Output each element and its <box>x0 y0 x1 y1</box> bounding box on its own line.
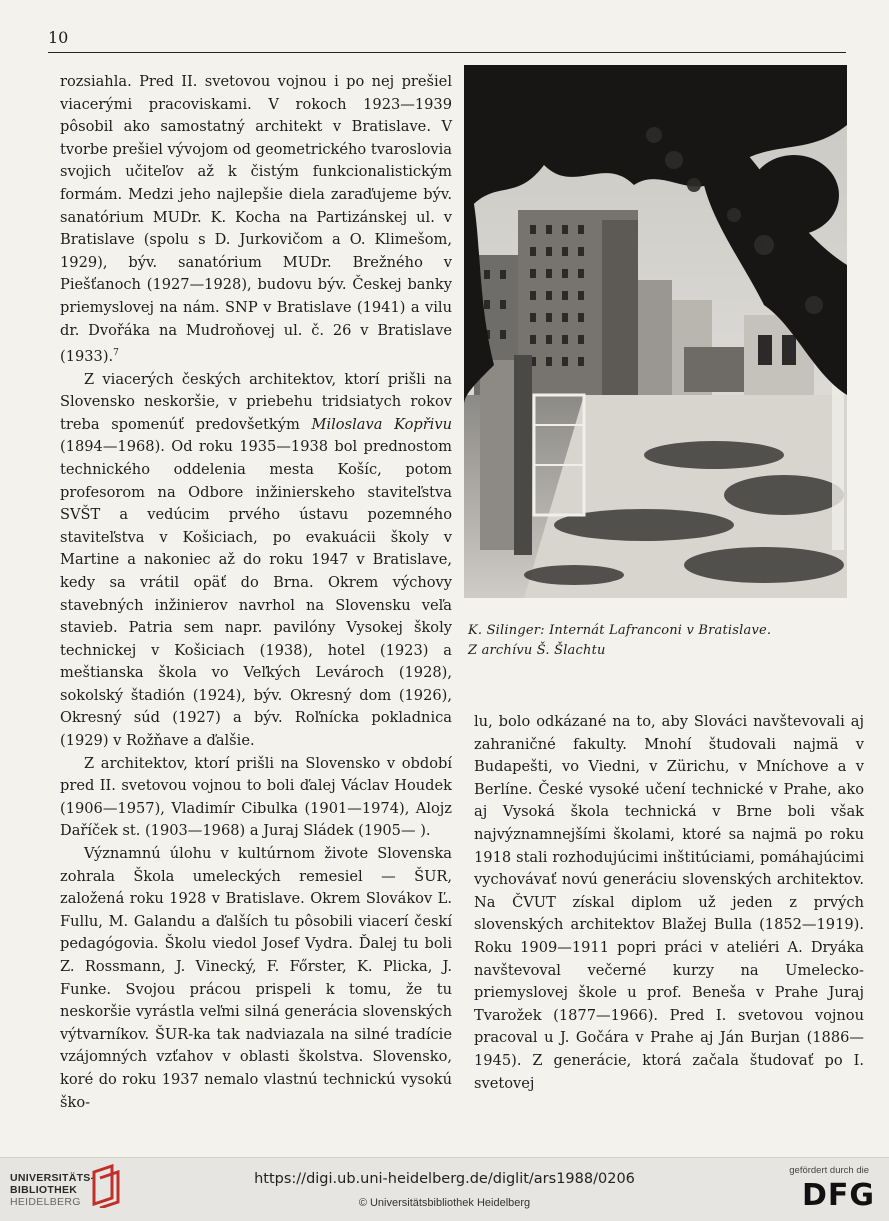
caption-title: K. Silinger: Internát Lafranconi v Bratislave. <box>468 623 772 638</box>
paragraph: lu, bolo odkázané na to, aby Slováci navštevovali aj zahraničné fakulty. Mnohí študovali najmä v Budapešti, vo Viedni, v Zürichu, v Mníchove a v Berlíne. České vysoké učení technické v Prahe, ako aj Vysoká škola technická v Brne boli však najvýznamnejšími školami, ktoré sa najmä po roku 1918 stali rozhodujúcimi inštitúciami, pomáhajúcimi vychovávať novú generáciu slovenských architektov. Na ČVUT získal diplom už jeden z prvých slovenských architektov Blažej Bulla (1852—1919). Roku 1909—1911 popri práci v ateliéri A. Dryáka navštevoval večerné kurzy na Umelecko-priemyslovej škole u prof. Beneša v Prahe Juraj Tvarožek (1877—1966). Pred I. svetovou vojnou pracoval u J. Gočára v Prahe aj Ján Burjan (1886—1945). Z generácie, ktorá začala študovať po I. svetovej <box>474 713 864 1092</box>
paragraph: Z viacerých českých architektov, ktorí prišli na Slovensko neskoršie, v priebehu tridsiatych rokov treba spomenúť predovšetkým Miloslava Kopřivu (1894—1968). Od roku 1935—1938 bol prednostom technického oddelenia mesta Košíc, potom profesorom na Odbore inžinierskeho staviteľstva SVŠT a vedúcim prvého ústavu pozemného staviteľstva v Košiciach, po evakuácii školy v Martine a nakoniec až do roku 1947 v Bratislave, kedy sa vrátil opäť do Brna. Okrem výchovy stavebných inžinierov navrhol na Slovensku veľa stavieb. Patria sem napr. pavilóny Vysokej školy technickej v Košiciach (1938), hotel (1923) a meštianska škola vo Veľkých Levároch (1928), sokolský štadión (1924), býv. Okresný dom (1926), Okresný súd (1927) a býv. Roľnícka pokladnica (1929) v Rožňave a ďalšie. <box>60 370 452 750</box>
copyright-notice: © Universitätsbibliothek Heidelberg <box>358 1197 531 1209</box>
architect-name: Miloslava Kopřivu <box>311 415 452 433</box>
building-photo <box>464 65 847 598</box>
left-column <box>60 71 452 1114</box>
dfg-logo[interactable]: DFG <box>801 1178 875 1213</box>
footnote-ref: 7 <box>113 348 119 359</box>
caption-source: Z archívu Š. Šlachtu <box>468 643 606 658</box>
permalink-url[interactable]: https://digi.ub.uni-heidelberg.de/diglit/ars1988/0206 <box>254 1171 635 1187</box>
paragraph: Z architektov, ktorí prišli na Slovensko v období pred II. svetovou vojnou to boli ďalej Václav Houdek (1906—1957), Vladimír Cibulka (1901—1974), Alojz Daříček st. (1903—1968) a Juraj Sládek (1905— ). <box>60 754 452 840</box>
photo-caption <box>468 621 848 661</box>
right-column <box>474 711 864 1095</box>
header-rule <box>48 52 846 53</box>
page-number: 10 <box>48 28 69 47</box>
paragraph: Významnú úlohu v kultúrnom živote Slovenska zohrala Škola umeleckých remesiel — ŠUR, založená roku 1928 v Bratislave. Okrem Slovákov Ľ. Fullu, M. Galandu a ďalších tu pôsobili viacerí českí pedagógovia. Školu viedol Josef Vydra. Ďalej tu boli Z. Rossmann, J. Vinecký, F. Főrster, K. Plicka, J. Funke. Svojou prácou prispeli k tomu, že tu neskoršie vyrástla veľmi silná generácia slovenských výtvarníkov. ŠUR-ka tak nadviazala na silné tradície vzájomných vzťahov v oblasti školstva. Slovensko, koré do roku 1937 nemalo vlastnú technickú vysokú ško- <box>60 845 452 1111</box>
paragraph: rozsiahla. Pred II. svetovou vojnou i po nej prešiel viacerými pracoviskami. V rokoch 1923—1939 pôsobil ako samostatný architekt v Bratislave. V tvorbe prešiel vývojom od geometrického tvaroslovia svojich učiteľov až k čistým funkcionalistickým formám. Medzi jeho najlepšie diela zaraďujeme býv. sanatórium MUDr. K. Kocha na Partizánskej ul. v Bratislave (spolu s D. Jurkovičom a O. Klimešom, 1929), býv. sanatórium MUDr. Brežného v Piešťanoch (1927—1928), budovu býv. Českej banky priemyslovej na nám. SNP v Bratislave (1941) a vilu dr. Dvořáka na Mudroňovej ul. č. 26 v Bratislave (1933).$^7$ <box>60 73 452 365</box>
footer-bar <box>0 1157 889 1221</box>
funder-label: gefördert durch die <box>789 1165 869 1176</box>
library-logo[interactable]: UNIVERSITÄTS- BIBLIOTHEK HEIDELBERG <box>10 1172 95 1208</box>
